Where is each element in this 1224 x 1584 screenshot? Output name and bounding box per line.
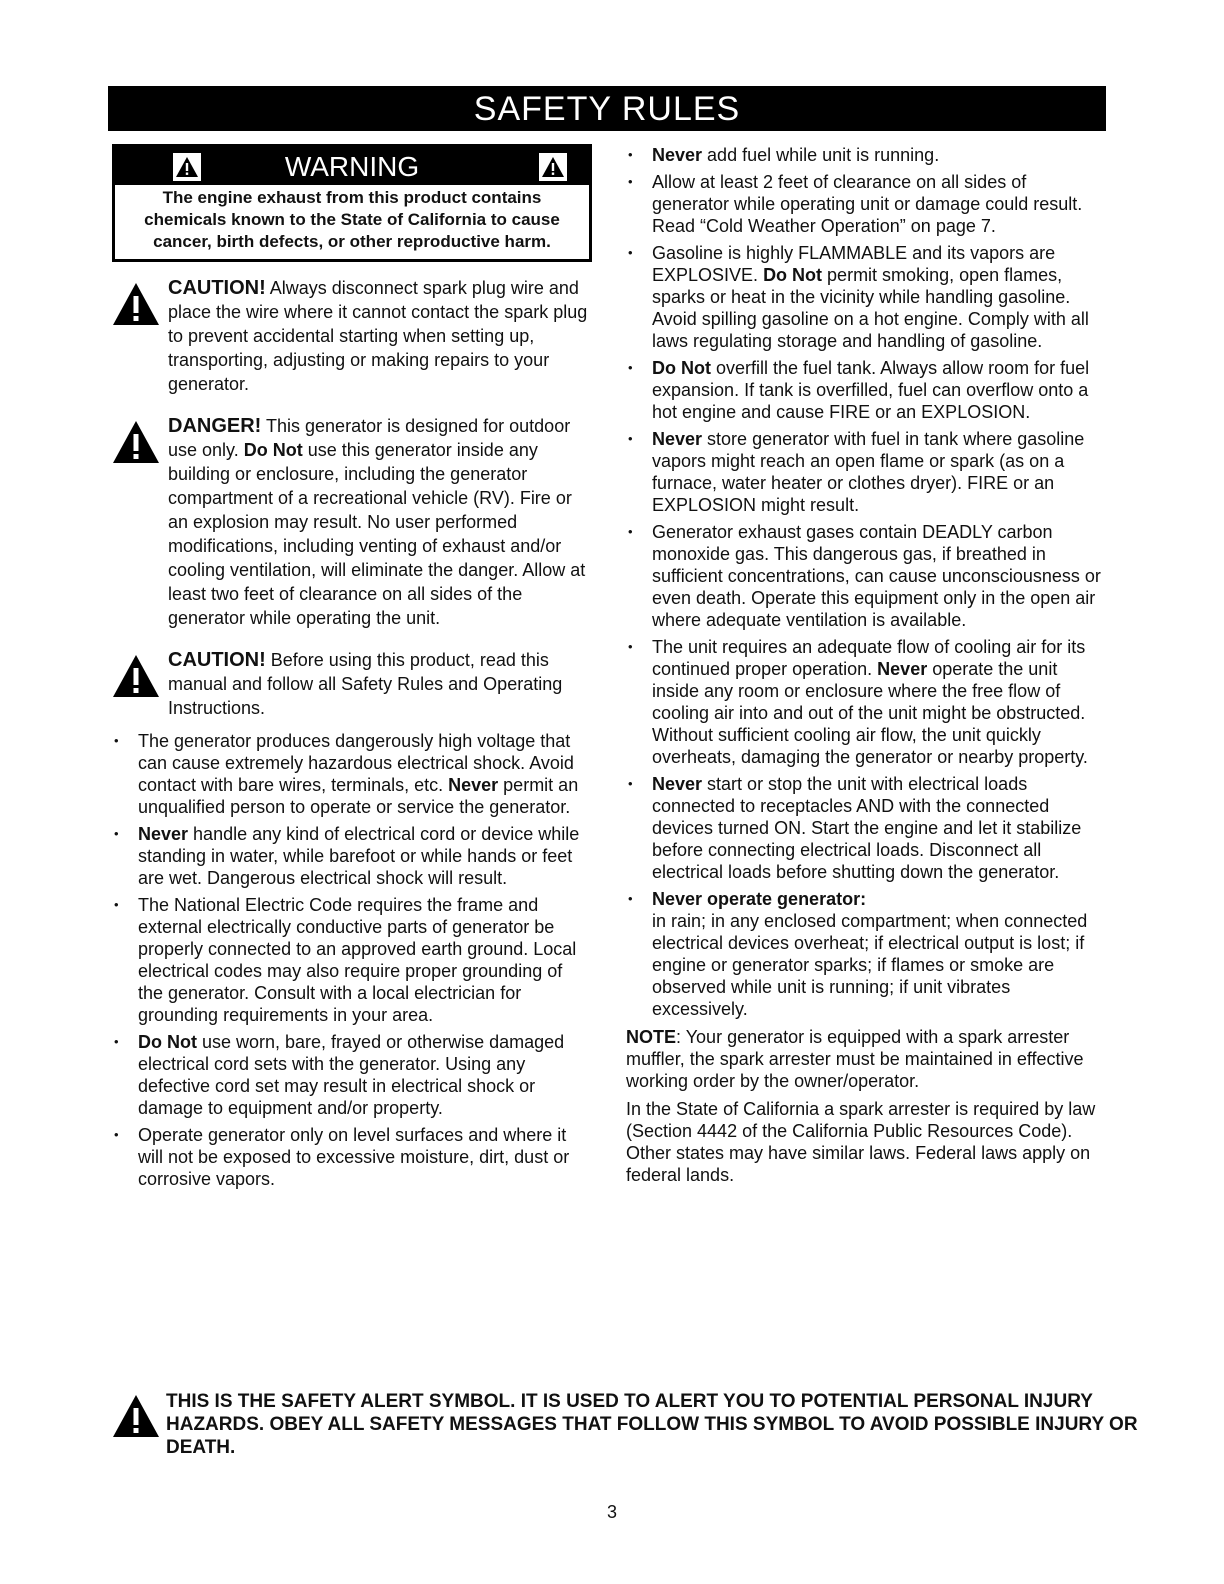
- footer-alert-text: THIS IS THE SAFETY ALERT SYMBOL. IT IS USED TO ALERT YOU TO POTENTIAL PERSONAL INJURY HAZARDS. OBEY ALL SAFETY MESSAGES THAT FOLLOW THIS SYMBOL TO AVOID POSSIBLE INJURY OR DEATH.: [166, 1391, 1138, 1458]
- never-operate-text: in rain; in any enclosed compartment; when connected electrical devices overheat; if electrical output is lost; if engine or generator sparks; if flames or smoke are observed while unit is running; if unit vibrates excessively.: [652, 911, 1088, 1019]
- list-item: • The National Electric Code requires the frame and external electrically conductive parts of generator be properly connected to an approved earth ground. Local electrical codes may also require proper grounding of the generator. Consult with a local electrician for grounding requirements in your area.: [112, 894, 592, 1026]
- list-item: • Operate generator only on level surfaces and where it will not be exposed to excessive moisture, dirt, dust or corrosive vapors.: [112, 1124, 592, 1190]
- safety-alert-footer: [112, 1390, 1146, 1459]
- list-item: • Gasoline is highly FLAMMABLE and its vapors are EXPLOSIVE. Do Not permit smoking, open flames, sparks or heat in the vicinity while handling gasoline. Avoid spilling gasoline on a hot engine. Comply with all laws regulating storage and handling of gasoline.: [626, 242, 1104, 352]
- alert-text: Before using this product, read this manual and follow all Safety Rules and Operating Instructions.: [168, 650, 563, 718]
- note-label: NOTE: [626, 1027, 677, 1047]
- danger-alert: [112, 414, 592, 630]
- right-column: [626, 144, 1104, 1186]
- note-text: : Your generator is equipped with a spark arrester muffler, the spark arrester must be maintained in effective working order by the owner/operator.: [626, 1027, 1084, 1091]
- california-paragraph: In the State of California a spark arrester is required by law (Section 4442 of the California Public Resources Code). Other states may have similar laws. Federal laws apply on federal lands.: [626, 1099, 1096, 1185]
- left-column: [112, 144, 592, 1195]
- warning-triangle-icon: [112, 654, 160, 698]
- warning-box: [112, 144, 592, 262]
- warning-triangle-icon: [173, 153, 201, 181]
- alert-text: This generator is designed for outdoor use only.: [168, 416, 571, 460]
- list-item: • Never handle any kind of electrical cord or device while standing in water, while barefoot or while hands or feet are wet. Dangerous electrical shock will result.: [112, 823, 592, 889]
- page-number: 3: [606, 1502, 617, 1522]
- list-item: • The unit requires an adequate flow of cooling air for its continued proper operation. Never operate the unit inside any room or enclosure where the free flow of cooling air into and out of the unit might be obstructed. Without sufficient cooling air flow, the unit quickly overheats, damaging the generator or nearby property.: [626, 636, 1104, 768]
- list-item: • Do Not overfill the fuel tank. Always allow room for fuel expansion. If tank is overfilled, fuel can overflow onto a hot engine and cause FIRE or an EXPLOSION.: [626, 357, 1104, 423]
- alert-bold: Do Not: [243, 440, 303, 460]
- list-item: • Never start or stop the unit with electrical loads connected to receptacles AND with the connected devices turned ON. Start the engine and let it stabilize before connecting electrical loads. Disconnect all electrical loads before shutting down the generator.: [626, 773, 1104, 883]
- warning-triangle-icon: [539, 153, 567, 181]
- right-bullet-list: [626, 144, 1104, 1020]
- never-operate-item: [626, 888, 1104, 1020]
- warning-triangle-icon: [112, 282, 160, 326]
- warning-header: [115, 147, 589, 185]
- left-bullet-list: [112, 730, 592, 1190]
- page-title: SAFETY RULES: [108, 86, 1106, 131]
- list-item: • Never add fuel while unit is running.: [626, 144, 1104, 166]
- alert-text: use this generator inside any building or enclosure, including the generator compartment of a recreational vehicle (RV). Fire or an explosion may result. No user performed modifications, including venting of exhaust and/or cooling ventilation, will eliminate the danger. Allow at least two feet of clearance on all sides of the generator while operating the unit.: [168, 440, 586, 628]
- warning-triangle-icon: [112, 420, 160, 464]
- alert-keyword: CAUTION!: [168, 277, 266, 299]
- warning-text: The engine exhaust from this product contains chemicals known to the State of California to cause cancer, birth defects, or other reproductive harm.: [144, 188, 560, 251]
- caution-alert: [112, 276, 592, 396]
- list-item: • Never store generator with fuel in tank where gasoline vapors might reach an open flame or spark (as on a furnace, water heater or clothes dryer). FIRE or an EXPLOSION might result.: [626, 428, 1104, 516]
- list-item: • Do Not use worn, bare, frayed or otherwise damaged electrical cord sets with the generator. Using any defective cord set may result in electrical shock or damage to equipment and/or property.: [112, 1031, 592, 1119]
- never-operate-heading: Never operate generator:: [652, 889, 867, 909]
- list-item: • The generator produces dangerously high voltage that can cause extremely hazardous electrical shock. Avoid contact with bare wires, terminals, etc. Never permit an unqualified person to operate or service the generator.: [112, 730, 592, 818]
- caution-alert: [112, 648, 592, 720]
- warning-triangle-icon: [112, 1394, 160, 1438]
- warning-title: WARNING: [284, 151, 420, 182]
- list-item: • Generator exhaust gases contain DEADLY carbon monoxide gas. This dangerous gas, if breathed in sufficient concentrations, can cause unconsciousness or even death. Operate this equipment only in the open air where adequate ventilation is available.: [626, 521, 1104, 631]
- alert-keyword: DANGER!: [168, 415, 262, 437]
- alert-keyword: CAUTION!: [168, 649, 266, 671]
- note-paragraph: [626, 1026, 1104, 1092]
- list-item: • Allow at least 2 feet of clearance on all sides of generator while operating unit or damage could result. Read “Cold Weather Operation” on page 7.: [626, 171, 1104, 237]
- alert-text: Always disconnect spark plug wire and place the wire where it cannot contact the spark plug to prevent accidental starting when setting up, transporting, adjusting or making repairs to your generator.: [168, 278, 588, 394]
